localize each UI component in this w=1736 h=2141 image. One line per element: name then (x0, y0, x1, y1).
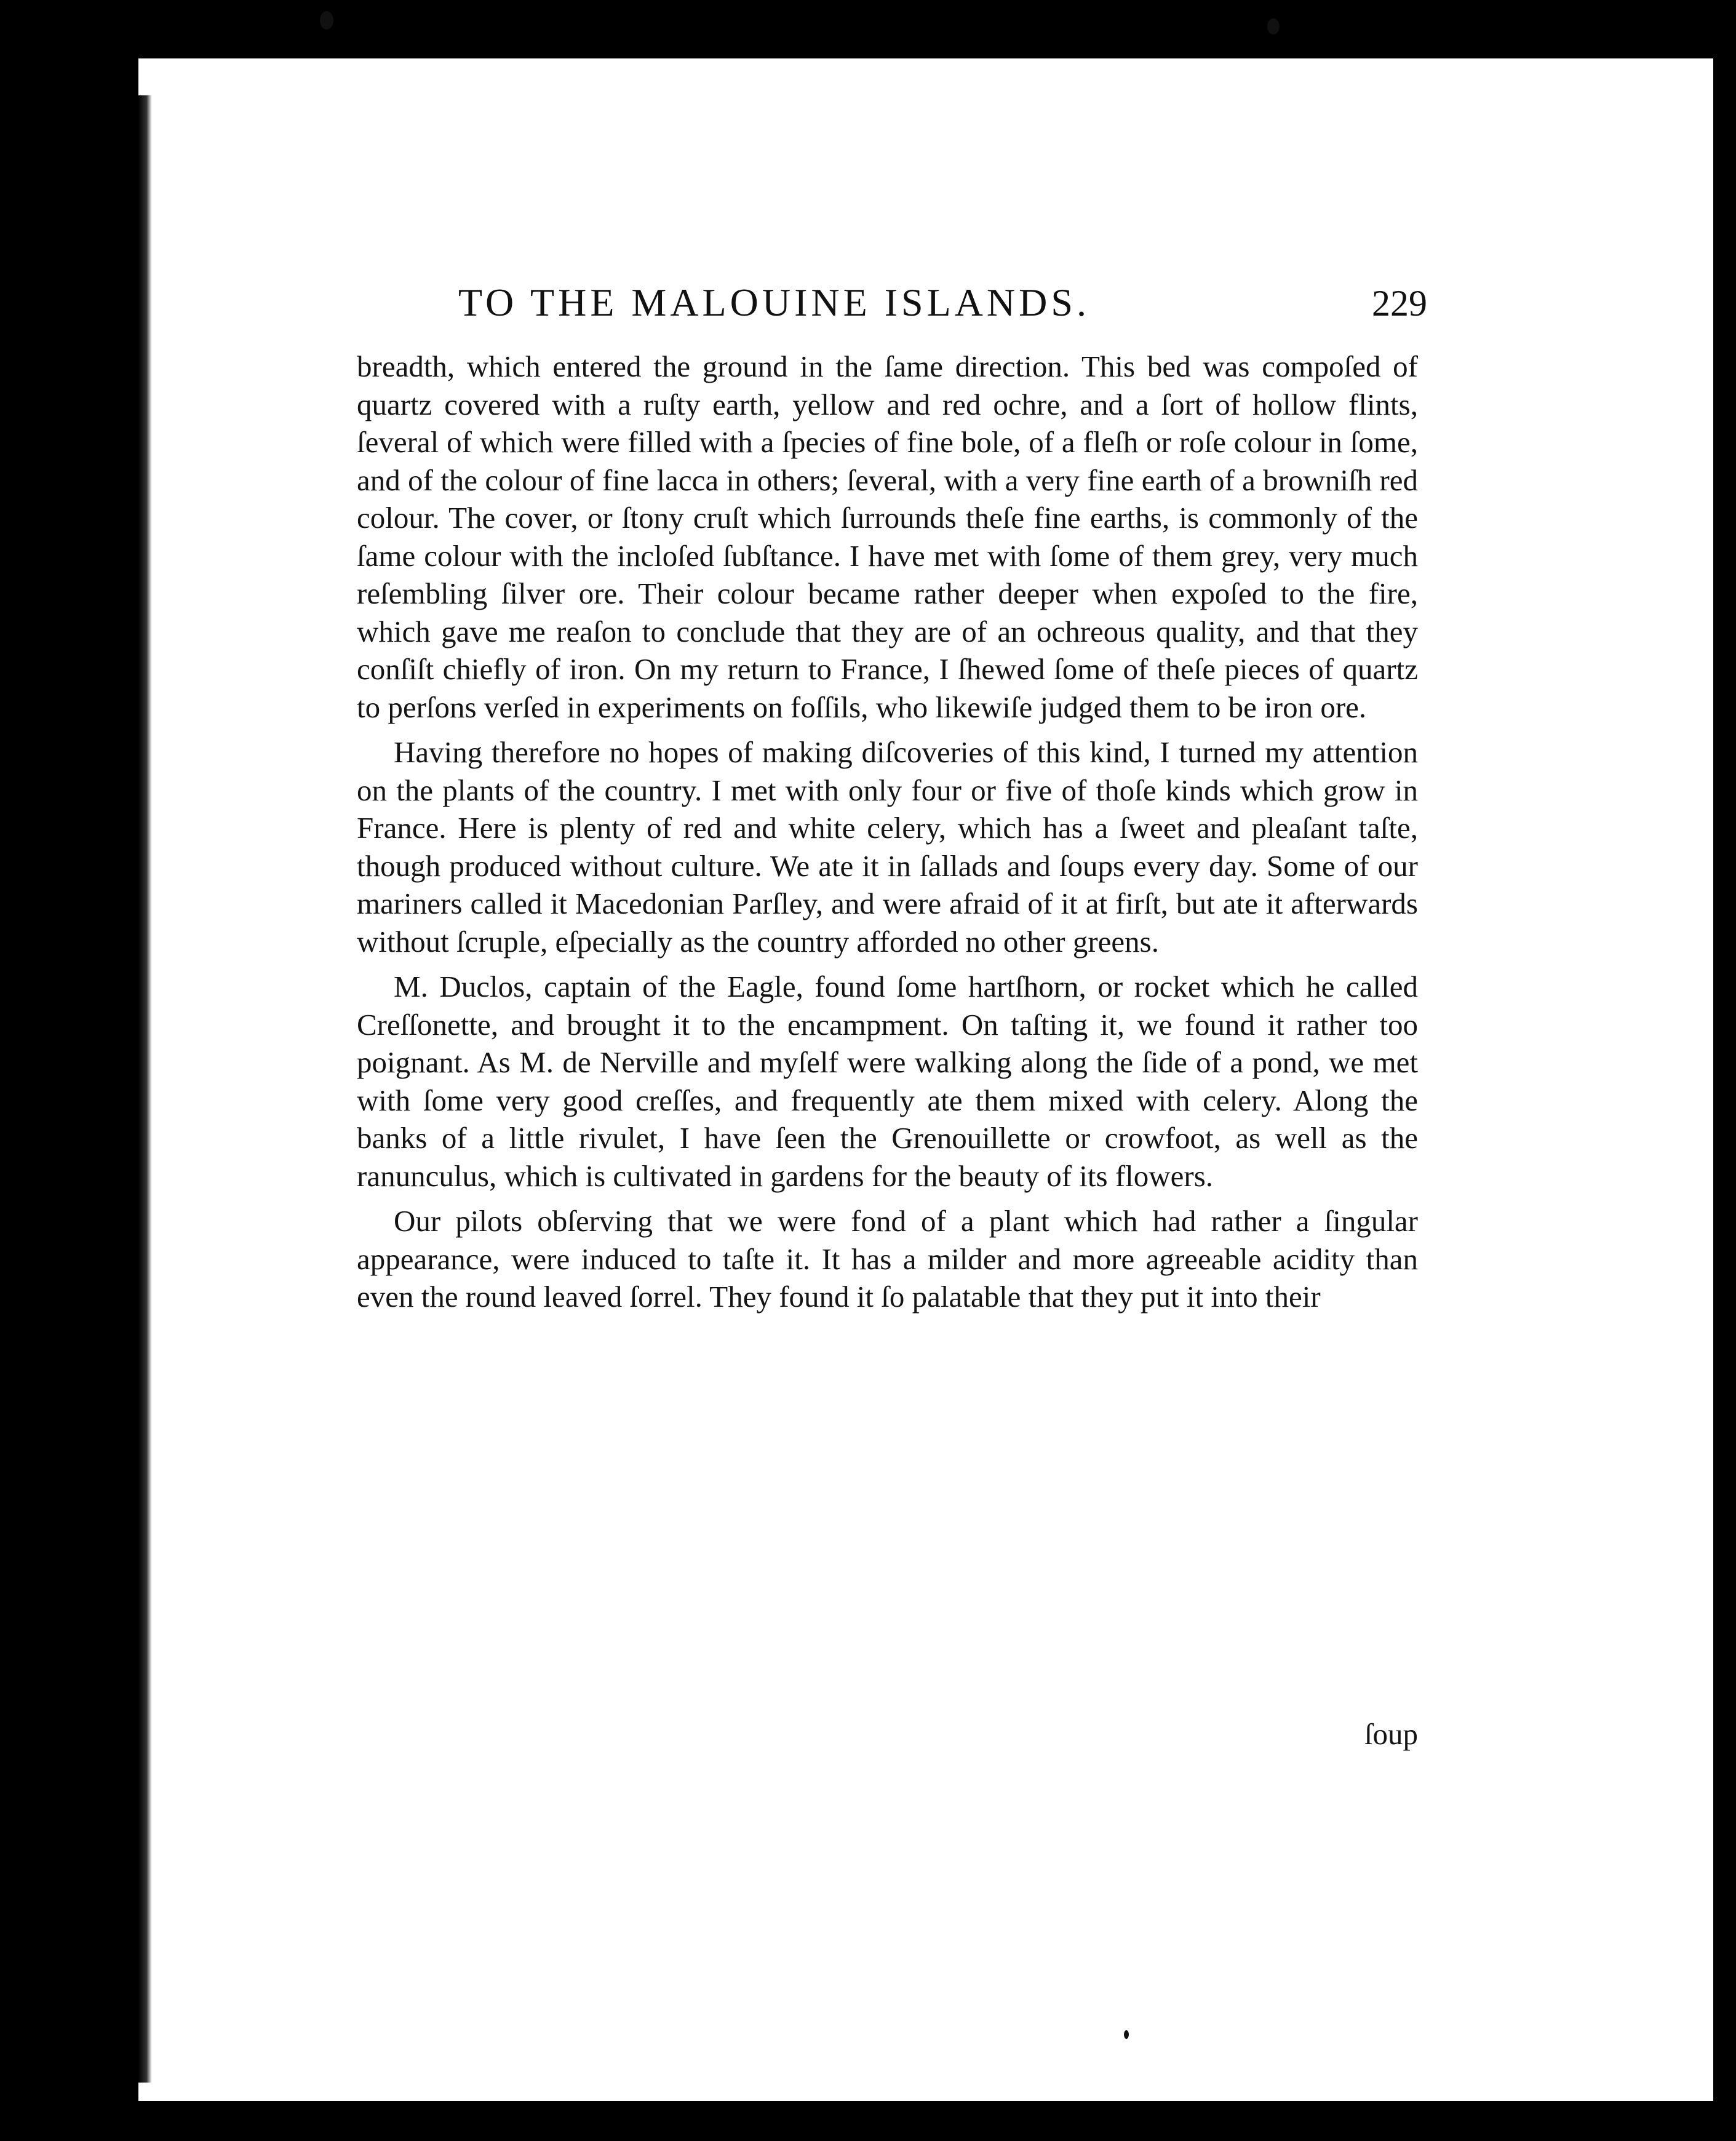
body-text (357, 348, 1418, 1323)
catchword: ſoup (1364, 1717, 1418, 1751)
page-number: 229 (1372, 283, 1427, 324)
scan-speck (1267, 18, 1280, 34)
paragraph-2: Having therefore no hopes of making diſcoveries of this kind, I turned my attention on the plants of the country. I met with only four or five of thoſe kinds which grow in France. Here is plenty of red and white celery, which has a ſweet and pleaſant taſte, though produced without culture. We ate it in ſallads and ſoups every day. Some of our mariners called it Macedonian Parſley, and were afraid of it at firſt, but ate it afterwards without ſcruple, eſpecially as the country afforded no other greens. (357, 735, 1418, 959)
paragraph-1: breadth, which entered the ground in the ſame direction. This bed was compoſed of quartz covered with a ruſty earth, yellow and red ochre, and a ſort of hollow flints, ſeveral of which were filled with a ſpecies of fine bole, of a fleſh or roſe colour in ſome, and of the colour of fine lacca in others; ſeveral, with a very fine earth of a browniſh red colour. The cover, or ſtony cruſt which ſurrounds theſe fine earths, is commonly of the ſame colour with the incloſed ſubſtance. I have met with ſome of them grey, very much reſembling ſilver ore. Their colour became rather deeper when expoſed to the fire, which gave me reaſon to conclude that they are of an ochreous quality, and that they conſiſt chiefly of iron. On my return to France, I ſhewed ſome of theſe pieces of quartz to perſons verſed in experiments on foſſils, who likewiſe judged them to be iron ore. (357, 349, 1418, 724)
page-gutter-shadow (138, 95, 152, 2083)
running-title: TO THE MALOUINE ISLANDS. (458, 281, 1090, 324)
running-head (458, 280, 1427, 348)
paragraph-3: M. Duclos, captain of the Eagle, found ſome hartſhorn, or rocket which he called Creſſonette, and brought it to the encampment. On taſting it, we found it rather too poignant. As M. de Nerville and myſelf were walking along the ſide of a pond, we met with ſome very good creſſes, and frequently ate them mixed with celery. Along the banks of a little rivulet, I have ſeen the Grenouillette or crowfoot, as well as the ranunculus, which is cultivated in gardens for the beauty of its flowers. (357, 970, 1418, 1193)
scan-speck (320, 11, 333, 30)
paragraph-4: Our pilots obſerving that we were fond of a plant which had rather a ſingular appearance, were induced to taſte it. It has a milder and more agreeable acidity than even the round leaved ſorrel. They found it ſo palatable that they put it into their (357, 1204, 1418, 1314)
scan-speck (1124, 2030, 1129, 2039)
book-page (138, 58, 1713, 2101)
